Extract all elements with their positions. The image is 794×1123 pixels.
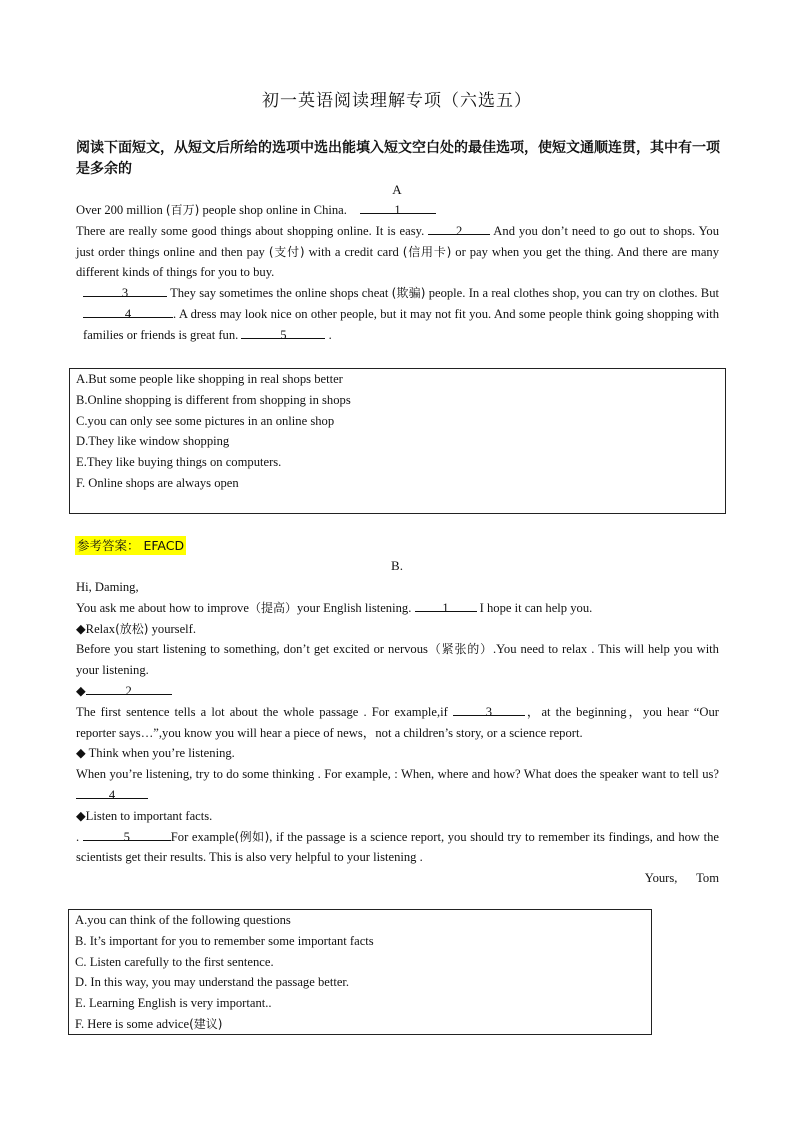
blank-b-5[interactable]: 5 [83,827,171,841]
diamond-icon: ◆ [76,683,86,698]
blank-b-3[interactable]: 3 [453,702,525,716]
passage-b-p1: You ask me about how to improve（提高）your English listening. 1 I hope it can help you. [76,598,719,619]
tip-listen-facts: ◆Listen to important facts. [76,808,213,823]
blank-b-2[interactable]: 2 [86,681,172,695]
tip-2 [76,681,719,702]
passage-b [76,577,719,889]
signoff: Yours, Tom [644,871,719,886]
blank-a-2[interactable]: 2 [428,221,490,235]
answer-key-a: 参考答案： EFACD [77,538,185,553]
option-a-e: E.They like buying things on computers. [76,455,282,470]
option-b-d: D. In this way, you may understand the passage better. [75,975,350,990]
option-a-d: D.They like window shopping [76,434,230,449]
passage-b-p5: . 5 For example(例如), if the passage is a science report, you should try to remember its findings, and how the scientists get their results. This is also very helpful to your listening . [76,827,719,869]
blank-b-4[interactable]: 4 [76,785,148,799]
tip-think: ◆ Think when you’re listening. [76,746,235,761]
blank-b-1[interactable]: 1 [415,598,477,612]
greeting: Hi, Daming, [76,580,139,594]
option-b-e: E. Learning English is very important.. [75,996,272,1011]
section-b-label: B. [391,558,403,573]
option-a-f: F. Online shops are always open [76,475,239,490]
blank-a-4[interactable]: 4 [83,304,173,318]
passage-b-p3: The first sentence tells a lot about the whole passage . For example,if 3 ，at the beginning，you hear “Our reporter says…”,you know you will hear a piece of news，not a children’s story, or a science report. [76,702,719,744]
option-b-f: F. Here is some advice(建议) [75,1016,223,1031]
blank-a-5[interactable]: 5 [241,325,325,339]
passage-b-p4: When you’re listening, try to do some thinking . For example, : When, where and how? What does the speaker want to tell us? 4 [76,767,719,802]
blank-a-3[interactable]: 3 [83,283,167,297]
blank-a-1[interactable]: 1 [360,200,436,214]
passage-b-p2: Before you start listening to something, don’t get excited or nervous（紧张的）.You need to relax . This will help you with your listening. [76,642,719,678]
option-a-a: A.But some people like shopping in real shops better [76,372,343,386]
options-box-a [69,368,726,514]
page-title: 初一英语阅读理解专项（六选五） [262,91,532,111]
options-box-b [68,909,652,1035]
option-a-b: B.Online shopping is different from shopping in shops [76,392,351,407]
option-a-c: C.you can only see some pictures in an online shop [76,413,335,428]
option-b-b: B. It’s important for you to remember some important facts [75,933,374,948]
option-b-a: A.you can think of the following questions [75,913,291,927]
instruction-text: 阅读下面短文，从短文后所给的选项中选出能填入短文空白处的最佳选项，使短文通顺连贯，其中有一项是多余的 [76,140,720,177]
passage-a-line-1: Over 200 million (百万) people shop online in China. 1 [76,200,719,221]
section-a-label: A [392,182,402,197]
option-b-c: C. Listen carefully to the first sentence. [75,954,274,969]
passage-a-para-2: There are really some good things about shopping online. It is easy. 2 And you don’t need to go out to shops. You just order things online and then pay (支付) with a credit card (信用卡) or pay when you get the thing. And there are many different kinds of things for you to buy. [76,221,719,283]
tip-relax: ◆Relax(放松) yourself. [76,621,197,636]
passage-a [76,200,719,346]
passage-a-para-3: 3 They say sometimes the online shops cheat (欺骗) people. In a real clothes shop, you can try on clothes. But 4 . A dress may look nice on other people, but it may not fit you. And some people think going shopping with families or friends is great fun. 5 . [76,283,719,345]
